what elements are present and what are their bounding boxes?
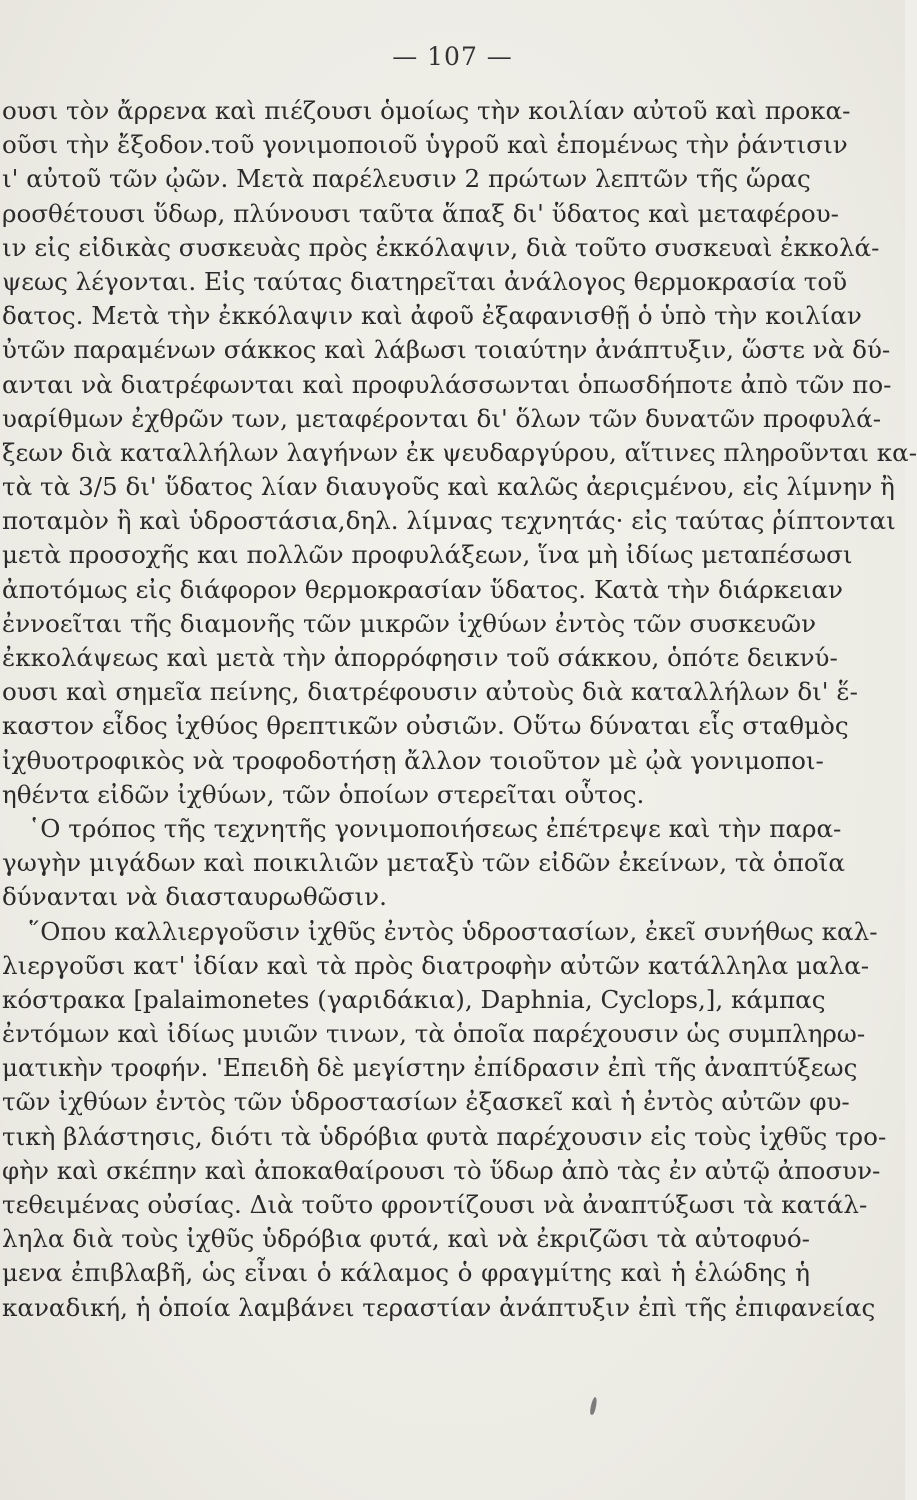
text-line: ληλα διὰ τοὺς ἰχθῦς ὑδρόβια φυτά, καὶ νὰ ἐκριζῶσι τὰ αὐτοφυό- (2, 1224, 810, 1254)
text-line: ξεων διὰ καταλλήλων λαγήνων ἐκ ψευδαργύρου, αἵτινες πληροῦνται κα- (2, 437, 917, 467)
text-line: λιεργοῦσι κατ' ἰδίαν καὶ τὰ πρὸς διατροφὴν αὐτῶν κατάλληλα μαλα- (2, 950, 870, 980)
text-line: οῦσι τὴν ἔξοδον.τοῦ γονιμοποιοῦ ὑγροῦ καὶ ἑπομένως τὴν ῥάντισιν (2, 130, 848, 160)
text-line: ὐτῶν παραμένων σάκκος καὶ λάβωσι τοιαύτην ἀνάπτυξιν, ὥστε νὰ δύ- (2, 335, 891, 365)
text-line: ηθέντα εἰδῶν ἰχθύων, τῶν ὁποίων στερεῖται οὗτος. (2, 779, 645, 809)
text-line: καστον εἶδος ἰχθύος θρεπτικῶν οὐσιῶν. Οὕτω δύναται εἷς σταθμὸς (2, 711, 849, 741)
text-line: ι' αὐτοῦ τῶν ᾠῶν. Μετὰ παρέλευσιν 2 πρώτων λεπτῶν τῆς ὥρας (2, 164, 811, 194)
ink-smudge (589, 1397, 598, 1416)
text-line: ῞Οπου καλλιεργοῦσιν ἰχθῦς ἐντὸς ὑδροστασίων, ἐκεῖ συνήθως καλ- (28, 916, 878, 946)
text-line: ἐντόμων καὶ ἰδίως μυιῶν τινων, τὰ ὁποῖα παρέχουσιν ὡς συμπληρω- (2, 1019, 866, 1049)
text-line: ροσθέτουσι ὕδωρ, πλύνουσι ταῦτα ἅπαξ δι' ὕδατος καὶ μεταφέρου- (2, 198, 839, 228)
text-line: τικὴ βλάστησις, διότι τὰ ὑδρόβια φυτὰ παρέχουσιν εἰς τοὺς ἰχθῦς τρο- (2, 1121, 887, 1151)
text-line: καναδική, ἡ ὁποία λαμβάνει τεραστίαν ἀνάπτυξιν ἐπὶ τῆς ἐπιφανείας (2, 1292, 876, 1322)
text-line: ιν εἰς εἰδικὰς συσκευὰς πρὸς ἐκκόλαψιν, διὰ τοῦτο συσκευαὶ ἐκκολά- (2, 232, 880, 262)
text-line: μετὰ προσοχῆς και πολλῶν προφυλάξεων, ἵνα μὴ ἰδίως μεταπέσωσι (2, 540, 853, 570)
text-line: ποταμὸν ἢ καὶ ὑδροστάσια,δηλ. λίμνας τεχνητάς· εἰς ταύτας ῥίπτονται (2, 506, 896, 536)
text-line: γωγὴν μιγάδων καὶ ποικιλιῶν μεταξὺ τῶν εἰδῶν ἐκείνων, τὰ ὁποῖα (2, 848, 845, 878)
text-line: ψεως λέγονται. Εἰς ταύτας διατηρεῖται ἀνάλογος θερμοκρασία τοῦ (2, 266, 848, 296)
text-line: φὴν καὶ σκέπην καὶ ἀποκαθαίρουσι τὸ ὕδωρ ἀπὸ τὰς ἐν αὐτῷ ἀποσυν- (2, 1155, 881, 1185)
text-line: ἀποτόμως εἰς διάφορον θερμοκρασίαν ὕδατος. Κατὰ τὴν διάρκειαν (2, 574, 843, 604)
text-line: ουσι καὶ σημεῖα πείνης, διατρέφουσιν αὐτοὺς διὰ καταλλήλων δι' ἕ- (2, 677, 858, 707)
text-line: τῶν ἰχθύων ἐντὸς τῶν ὑδροστασίων ἐξασκεῖ καὶ ἡ ἐντὸς αὐτῶν φυ- (2, 1087, 850, 1117)
page-number: — 107 — (392, 42, 513, 71)
text-line: ἐννοεῖται τῆς διαμονῆς τῶν μικρῶν ἰχθύων ἐντὸς τῶν συσκευῶν (2, 608, 817, 638)
text-line: ἰχθυοτροφικὸς νὰ τροφοδοτήσῃ ἄλλον τοιοῦτον μὲ ᾠὰ γονιμοποι- (2, 745, 824, 775)
text-line: ῾Ο τρόπος τῆς τεχνητῆς γονιμοποιήσεως ἐπέτρεψε καὶ τὴν παρα- (28, 813, 842, 843)
text-line: δατος. Μετὰ τὴν ἐκκόλαψιν καὶ ἀφοῦ ἐξαφανισθῇ ὁ ὑπὸ τὴν κοιλίαν (2, 301, 862, 331)
text-line: δύνανται νὰ διασταυρωθῶσιν. (2, 882, 387, 912)
text-line: τεθειμένας οὐσίας. Διὰ τοῦτο φροντίζουσι νὰ ἀναπτύξωσι τὰ κατάλ- (2, 1190, 868, 1219)
text-line: ἐκκολάψεως καὶ μετὰ τὴν ἀπορρόφησιν τοῦ σάκκου, ὁπότε δεικνύ- (2, 643, 838, 672)
text-line: τὰ τὰ 3/5 δι' ὕδατος λίαν διαυγοῦς καὶ καλῶς ἀεριςμένου, εἰς λίμνην ἢ (2, 472, 895, 502)
text-line: ουσι τὸν ἄρρενα καὶ πιέζουσι ὁμοίως τὴν κοιλίαν αὐτοῦ καὶ προκα- (2, 96, 851, 125)
body-text (0, 94, 917, 1325)
text-line: ανται νὰ διατρέφωνται καὶ προφυλάσσωνται ὁπωσδήποτε ἀπὸ τῶν πο- (2, 369, 892, 399)
text-line: κόστρακα [palaimonetes (γαριδάκια), Daphnia, Cyclops,], κάμπας (2, 984, 826, 1014)
text-line: μενα ἐπιβλαβῆ, ὡς εἶναι ὁ κάλαμος ὁ φραγμίτης καὶ ἡ ἑλώδης ἡ (2, 1258, 810, 1288)
text-line: υαρίθμων ἐχθρῶν των, μεταφέρονται δι' ὅλων τῶν δυνατῶν προφυλά- (2, 403, 882, 433)
text-line: ματικὴν τροφήν. 'Επειδὴ δὲ μεγίστην ἐπίδρασιν ἐπὶ τῆς ἀναπτύξεως (2, 1053, 858, 1083)
